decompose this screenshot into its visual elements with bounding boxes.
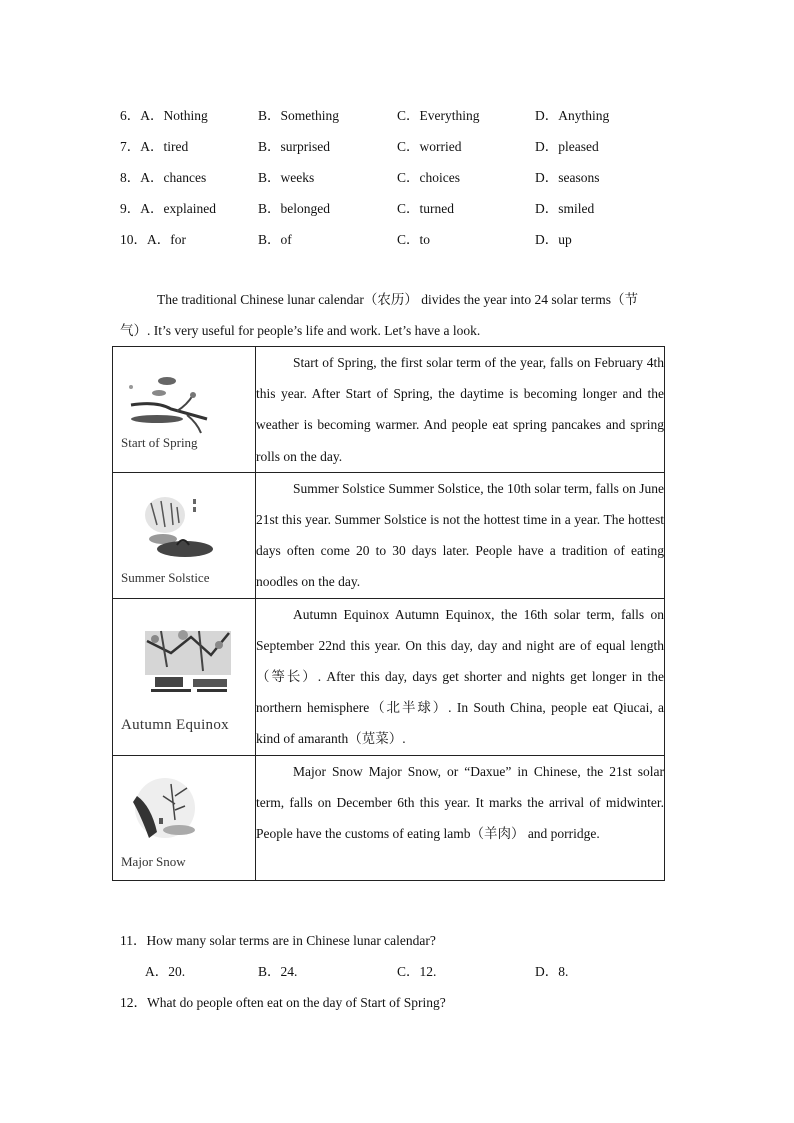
autumn-equinox-paragraph: Autumn Equinox Autumn Equinox, the 16th solar term, falls on September 22nd this year. On this day, day and night are of equal length（等长）. After this day, days get shorter and nights get longer in the northern hemisphere（北半球）. In South China, people eat Qiucai, a kind of amaranth（苋菜）. [256,606,664,747]
autumn-equinox-caption: Autumn Equinox [121,716,229,733]
option-d: D．pleased [535,139,599,154]
option-c: C．12. [397,964,437,979]
table-row [113,347,665,473]
question-12: 12．What do people often eat on the day of Start of Spring? [120,995,446,1010]
option-d: D．up [535,232,572,247]
option-d: D．smiled [535,201,595,216]
option-c: C．choices [397,170,460,185]
passage-intro [120,284,675,346]
start-of-spring-text-cell [256,347,665,473]
summer-solstice-caption: Summer Solstice [121,569,210,585]
table-row [113,598,665,755]
winter-snow-illustration [127,776,199,846]
question-8-options [0,166,794,186]
option-b: B．of [258,232,292,247]
option-a: 10．A．for [120,232,186,247]
option-b: B．Something [258,108,340,123]
major-snow-image-cell [113,755,256,880]
option-c: C．turned [397,201,454,216]
option-a: 9．A．explained [120,201,216,216]
autumn-equinox-image-cell [113,598,256,755]
summer-solstice-paragraph: Summer Solstice Summer Solstice, the 10th solar term, falls on June 21st this year. Summer Solstice is not the hottest time in a year. The hottest days often come 20 to 30 days later. People have a tradition of eating noodles on the day. [256,480,664,590]
question-10-options [0,228,794,248]
question-11-options [0,960,794,980]
option-d: D．8. [535,964,569,979]
option-c: C．worried [397,139,462,154]
summer-solstice-text-cell [256,472,665,598]
option-b: B．surprised [258,139,330,154]
major-snow-caption: Major Snow [121,853,186,869]
option-b: B．belonged [258,201,330,216]
table-row [113,755,665,880]
table-row [113,472,665,598]
option-a: A．20. [145,964,186,979]
question-6-options [0,104,794,124]
major-snow-paragraph: Major Snow Major Snow, or “Daxue” in Chinese, the 21st solar term, falls on December 6th this year. It marks the arrival of midwinter. People have the customs of eating lamb（羊肉） and porridge. [256,763,664,842]
major-snow-text-cell [256,755,665,880]
start-of-spring-caption: Start of Spring [121,435,198,450]
option-a: 7．A．tired [120,139,189,154]
option-a: 6．A．Nothing [120,108,208,123]
intro-line-1: The traditional Chinese lunar calendar（农历） divides the year into 24 solar terms（节 [157,292,638,307]
autumn-equinox-text-cell [256,598,665,755]
intro-line-2: 气）. It’s very useful for people’s life and work. Let’s have a look. [120,323,481,338]
start-of-spring-paragraph: Start of Spring, the first solar term of the year, falls on February 4th this year. After Start of Spring, the daytime is becoming longer and the weather is becoming warmer. And people eat spring pancakes and spring rolls on the day. [256,355,664,464]
question-11: 11．How many solar terms are in Chinese lunar calendar? [120,933,436,948]
summer-lotus-illustration [137,495,227,565]
autumn-tree-illustration [141,627,233,699]
option-c: C．Everything [397,108,480,123]
option-b: B．weeks [258,170,315,185]
question-9-options [0,197,794,217]
option-a: 8．A．chances [120,170,207,185]
option-c: C．to [397,232,431,247]
summer-solstice-image-cell [113,472,256,598]
option-d: D．seasons [535,170,600,185]
spring-branch-illustration [127,375,211,435]
question-7-options [0,135,794,155]
option-b: B．24. [258,964,298,979]
start-of-spring-image-cell [113,347,256,473]
option-d: D．Anything [535,108,610,123]
solar-terms-table [112,346,665,881]
